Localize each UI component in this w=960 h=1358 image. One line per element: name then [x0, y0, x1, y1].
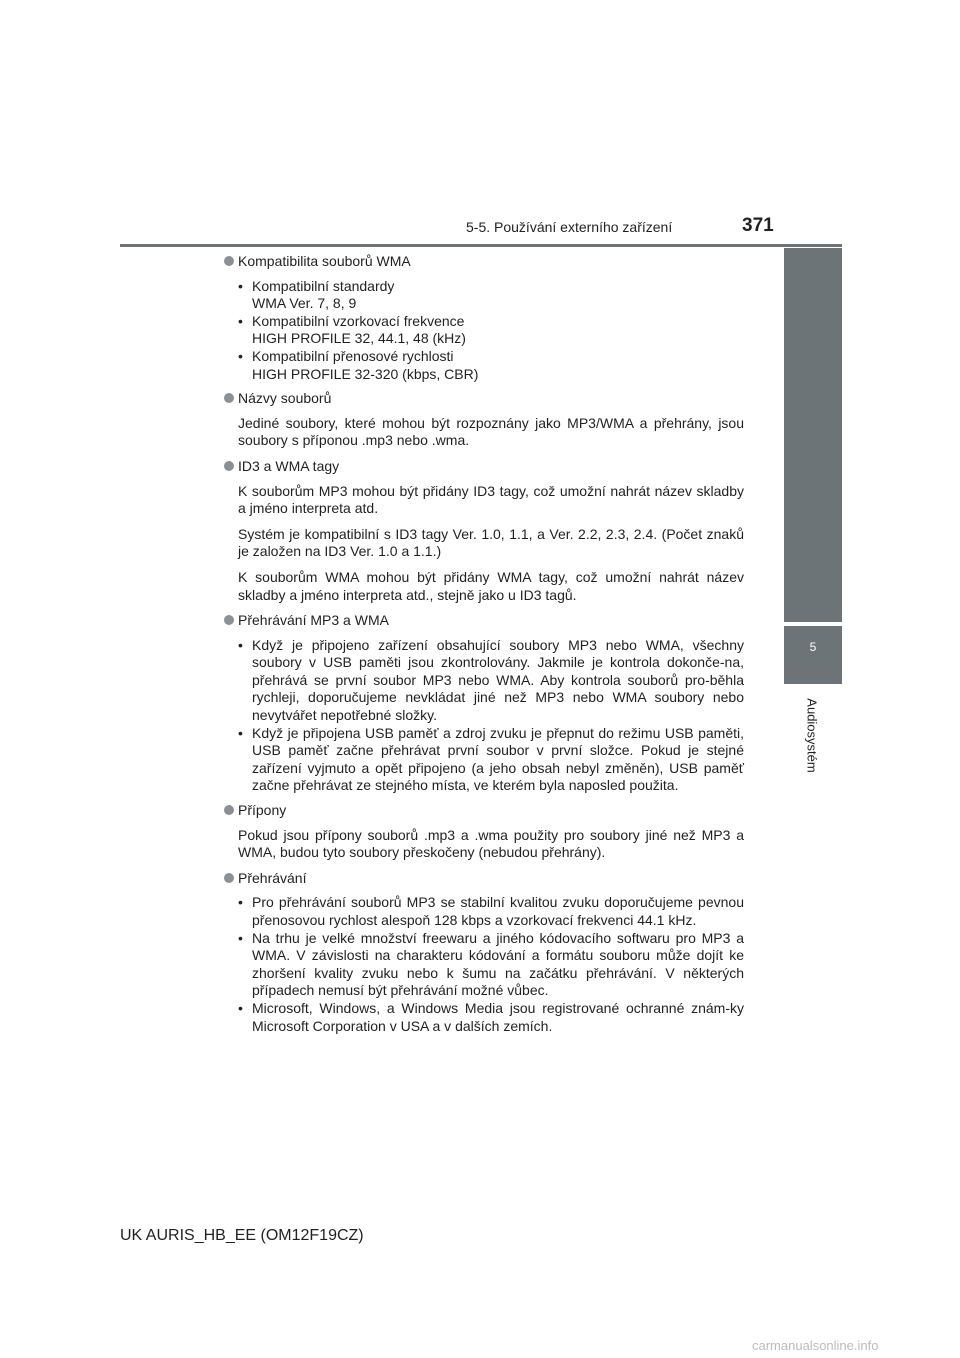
dot-bullet-icon: •	[238, 636, 243, 653]
chapter-number: 5	[809, 640, 817, 654]
section-item	[224, 253, 744, 383]
section-item	[224, 802, 744, 862]
bullet-list	[238, 637, 744, 795]
paragraph: Pokud jsou přípony souborů .mp3 a .wma použity pro soubory jiné než MP3 a WMA, budou tyto soubory přeskočeny (nebudou přehrány).	[238, 826, 744, 861]
list-item	[238, 930, 744, 1000]
list-item-text: HIGH PROFILE 32-320 (kbps, CBR)	[252, 365, 479, 382]
list-item-text: HIGH PROFILE 32, 44.1, 48 (kHz)	[252, 330, 466, 347]
section-title-text: Názvy souborů	[238, 390, 332, 407]
list-item	[238, 1000, 744, 1035]
circle-bullet-icon	[224, 256, 234, 266]
list-item	[238, 894, 744, 929]
section-title-text: Kompatibilita souborů WMA	[238, 253, 411, 269]
section-item	[224, 458, 744, 604]
paragraph: Systém je kompatibilní s ID3 tagy Ver. 1.0, 1.1, a Ver. 2.2, 2.3, 2.4. (Počet znaků je založen na ID3 Ver. 1.0 a 1.1.)	[238, 525, 744, 560]
paragraph: K souborům MP3 mohou být přidány ID3 tagy, což umožní nahrát název skladby a jméno interpreta atd.	[238, 482, 744, 517]
dot-bullet-icon: •	[238, 894, 243, 911]
footer-code: UK AURIS_HB_EE (OM12F19CZ)	[120, 1227, 364, 1244]
dot-bullet-icon: •	[238, 312, 243, 329]
circle-bullet-icon	[224, 461, 234, 471]
section-title	[224, 390, 744, 408]
section-item	[224, 612, 744, 795]
section-title-text: ID3 a WMA tagy	[238, 457, 340, 474]
chapter-label: Audiosystém	[804, 698, 820, 773]
paragraph: K souborům WMA mohou být přidány WMA tagy, což umožní nahrát název skladby a jméno interpreta atd., stejně jako u ID3 tagů.	[238, 568, 744, 603]
circle-bullet-icon	[224, 805, 234, 815]
section-title	[224, 458, 744, 476]
list-item	[238, 637, 744, 725]
section-title-text: Přípony	[238, 802, 287, 819]
list-item-text: Kompatibilní přenosové rychlosti	[252, 347, 454, 364]
dot-bullet-icon: •	[238, 277, 243, 294]
dot-bullet-icon: •	[238, 999, 243, 1016]
section-title-text: Přehrávání	[238, 869, 307, 886]
list-item-text: Kompatibilní standardy	[252, 277, 395, 294]
list-item-text: Kompatibilní vzorkovací frekvence	[252, 312, 465, 329]
header-rule	[120, 244, 842, 247]
dot-bullet-icon: •	[238, 929, 243, 946]
paragraph: Jediné soubory, které mohou být rozpoznány jako MP3/WMA a přehrány, jsou soubory s příponou .mp3 nebo .wma.	[238, 414, 744, 449]
list-item-text: Když je připojeno zařízení obsahující soubory MP3 nebo WMA, všechny soubory v USB paměti jsou zkontrolovány. Jakmile je kontrola dokonče-na, přehrává se první soubor MP3 nebo WMA. Aby kontrola souborů pro-běhla rychleji, doporučujeme nevkládat jiné než MP3 nebo WMA soubory nebo nevytvářet nepotřebné složky.	[252, 636, 744, 724]
section-title	[224, 612, 744, 630]
circle-bullet-icon	[224, 873, 234, 883]
dot-bullet-icon: •	[238, 347, 243, 364]
list-item	[238, 313, 744, 348]
page-content	[224, 253, 744, 1042]
bullet-list	[238, 894, 744, 1035]
circle-bullet-icon	[224, 393, 234, 403]
section-item	[224, 870, 744, 1035]
list-item	[238, 725, 744, 795]
running-header-section: 5-5. Používání externího zařízení	[466, 219, 673, 235]
dot-bullet-icon: •	[238, 724, 243, 741]
list-item-text: Když je připojena USB paměť a zdroj zvuku je přepnut do režimu USB paměti, USB paměť začne přehrávat první soubor v první složce. Pokud je stejné zařízení vyjmuto a opět připojeno (a jeho obsah nebyl změněn), USB paměť začne přehrávat ze stejného místa, ve kterém byla naposled použita.	[252, 724, 744, 794]
chapter-tab	[784, 626, 842, 684]
bullet-list	[238, 278, 744, 384]
list-item	[238, 278, 744, 313]
list-item-text: Pro přehrávání souborů MP3 se stabilní kvalitou zvuku doporučujeme pevnou přenosovou rychlost alespoň 128 kbps a vzorkovací frekvenci 44.1 kHz.	[252, 894, 744, 928]
section-title	[224, 802, 744, 820]
section-title	[224, 870, 744, 888]
side-tab-bar	[784, 248, 842, 622]
circle-bullet-icon	[224, 615, 234, 625]
section-item	[224, 390, 744, 450]
watermark: carmanualsonline.info	[752, 1338, 879, 1353]
list-item-text: Microsoft, Windows, a Windows Media jsou registrované ochranné znám-ky Microsoft Corporation v USA a v dalších zemích.	[252, 999, 744, 1034]
list-item-text: Na trhu je velké množství freewaru a jiného kódovacího softwaru pro MP3 a WMA. V závislosti na charakteru kódování a formátu souboru může dojít ke zhoršení kvality zvuku nebo k šumu na začátku přehrávání. V některých případech nemusí být přehrávání možné vůbec.	[252, 929, 744, 999]
section-title-text: Přehrávání MP3 a WMA	[238, 612, 389, 629]
list-item	[238, 348, 744, 383]
section-title	[224, 253, 744, 271]
list-item-text: WMA Ver. 7, 8, 9	[252, 295, 357, 312]
page-number: 371	[742, 215, 774, 236]
